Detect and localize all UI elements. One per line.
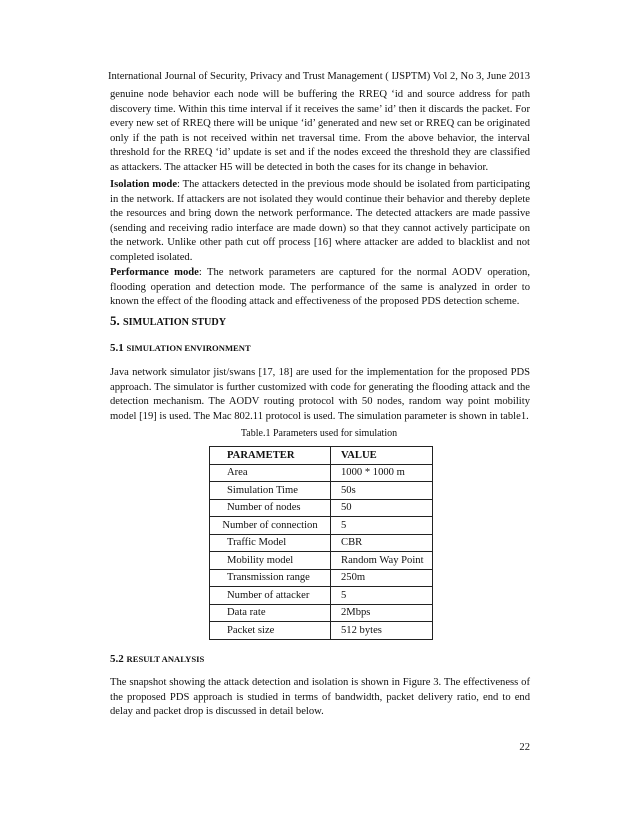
table-row: [210, 569, 433, 587]
isolation-mode-text: : The attackers detected in the previous mode should be isolated from participating in the network. If attackers are not isolated they would continue their behavior and thereby deplete the resources and bring down the network performance. The detected attackers are made passive (sending and receiving radio interface are made down) so that they cannot actively participate on the network. Unlike other path cut off process [16] where attacker are added to blacklist and not completed isolated.: [110, 179, 530, 263]
parameters-table: [209, 446, 433, 640]
paragraph-isolation-mode: [110, 178, 530, 266]
section-5-2-title: RESULT ANALYSIS: [126, 654, 205, 664]
paragraph-performance-mode: [110, 266, 530, 310]
page-number: 22: [519, 742, 530, 753]
table-row: [210, 464, 433, 482]
table-cell-parameter: Simulation Time: [210, 482, 331, 500]
section-5-2-heading: [110, 652, 204, 666]
section-5-1-number: 5.1: [110, 342, 124, 354]
table-cell-value: 1000 * 1000 m: [331, 464, 433, 482]
table-row: [210, 587, 433, 605]
table-header-parameter: PARAMETER: [210, 447, 331, 465]
paragraph-simulation-environment: Java network simulator jist/swans [17, 18] are used for the implementation for the proposed PDS approach. The simulator is further customized with code for generating the flooding attack and the detection mechanism. The AODV routing protocol with 50 nodes, random way point mobility model [19] is used. The Mac 802.11 protocol is used. The simulation parameter is shown in table1.: [110, 367, 530, 422]
section-5-2-number: 5.2: [110, 653, 124, 665]
paragraph-result-analysis: The snapshot showing the attack detection and isolation is shown in Figure 3. The effectiveness of the proposed PDS approach is studied in terms of bandwidth, packet delivery ratio, end to end delay and packet drop is discussed in detail below.: [110, 677, 530, 718]
section-5-title: SIMULATION STUDY: [123, 317, 227, 328]
table-cell-parameter: Traffic Model: [210, 534, 331, 552]
table-cell-value: Random Way Point: [331, 552, 433, 570]
paragraph-detection-continued: genuine node behavior each node will be buffering the RREQ ‘id and source address for path discovery time. Within this time interval if it receives the same’ id’ then it discards the packet. For every new set of RREQ there will be unique ‘id’ generated and new set or RREQ can be originated only if the path is not received within net traversal time. From the above behavior, the interval threshold for the RREQ ‘id’ update is set and if the nodes exceed the threshold they are classified as attackers. The attacker H5 will be detected in both the cases for its change in behavior.: [110, 89, 530, 173]
table-cell-parameter: Number of connection: [210, 517, 331, 535]
table-cell-value: 50s: [331, 482, 433, 500]
performance-mode-label: Performance mode: [110, 267, 199, 278]
table-cell-parameter: Mobility model: [210, 552, 331, 570]
table-cell-value: 5: [331, 587, 433, 605]
isolation-mode-label: Isolation mode: [110, 179, 178, 190]
table-cell-parameter: Transmission range: [210, 569, 331, 587]
table-cell-parameter: Number of attacker: [210, 587, 331, 605]
journal-header: International Journal of Security, Privacy and Trust Management ( IJSPTM) Vol 2, No 3, June 2013: [107, 71, 531, 82]
table-cell-value: 2Mbps: [331, 604, 433, 622]
section-5-1-heading: [110, 341, 251, 355]
table-cell-value: 512 bytes: [331, 622, 433, 640]
table-row: [210, 604, 433, 622]
table-cell-parameter: Packet size: [210, 622, 331, 640]
table-cell-parameter: Number of nodes: [210, 499, 331, 517]
table-header-value: VALUE: [331, 447, 433, 465]
table-header-row: [210, 447, 433, 465]
table-row: [210, 517, 433, 535]
section-5-heading: [110, 313, 226, 331]
table-cell-value: 50: [331, 499, 433, 517]
table-caption: Table.1 Parameters used for simulation: [240, 428, 398, 439]
table-cell-value: 250m: [331, 569, 433, 587]
table-cell-value: 5: [331, 517, 433, 535]
table-cell-value: CBR: [331, 534, 433, 552]
table-row: [210, 622, 433, 640]
section-5-number: 5.: [110, 313, 120, 328]
performance-mode-text: : The network parameters are captured for the normal AODV operation, flooding operation and detection mode. The performance of the same is analyzed in order to known the effect of the flooding attack and effectiveness of the proposed PDS detection scheme.: [110, 267, 530, 308]
table-cell-parameter: Data rate: [210, 604, 331, 622]
table-row: [210, 534, 433, 552]
table-row: [210, 482, 433, 500]
section-5-1-title: SIMULATION ENVIRONMENT: [126, 343, 251, 353]
table-row: [210, 552, 433, 570]
table-cell-parameter: Area: [210, 464, 331, 482]
table-row: [210, 499, 433, 517]
